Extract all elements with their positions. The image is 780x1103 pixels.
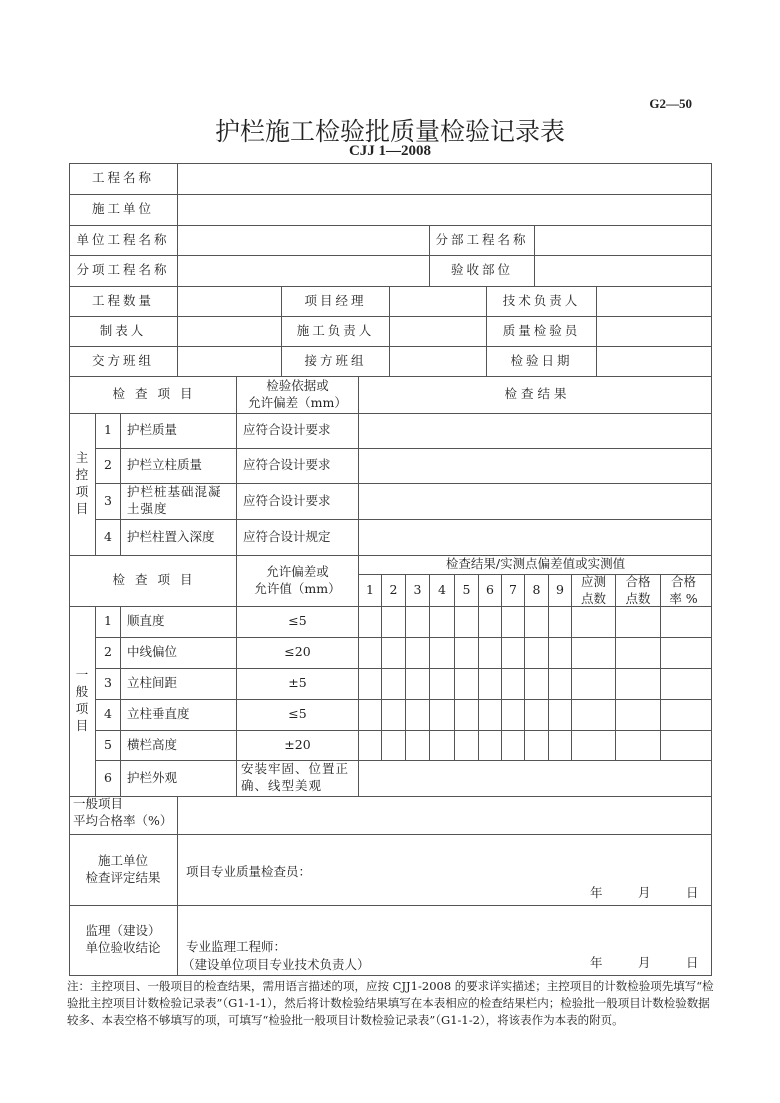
measure-cell[interactable] (406, 606, 430, 637)
row-number: 4 (96, 519, 121, 555)
measure-cell[interactable] (502, 699, 525, 730)
pass-rate-cell[interactable] (661, 606, 706, 637)
row-item: 护栏外观 (121, 760, 237, 796)
label-project-name: 工程名称 (69, 163, 178, 194)
row-tolerance: ±20 (237, 730, 359, 760)
should-count-cell[interactable] (572, 699, 616, 730)
measure-cell[interactable] (502, 730, 525, 760)
month-label: 月 (638, 885, 651, 901)
measure-cell[interactable] (382, 699, 406, 730)
year-label: 年 (590, 955, 603, 971)
row-tabulator (69, 316, 712, 347)
table-row (96, 699, 712, 731)
pass-rate-cell[interactable] (661, 699, 706, 730)
row-basis: 应符合设计要求 (237, 413, 359, 448)
row-item: 护栏质量 (121, 413, 237, 448)
pass-count-cell[interactable] (616, 699, 661, 730)
group-char: 项 (75, 484, 89, 499)
measure-cell[interactable] (502, 668, 525, 699)
month-label: 月 (638, 955, 651, 971)
measure-cell[interactable] (502, 606, 525, 637)
measure-cell[interactable] (479, 637, 502, 668)
point-header-3: 3 (406, 575, 430, 606)
header-text: 点数 (580, 590, 606, 606)
should-measure-header (572, 575, 616, 606)
label-construction-lead: 施工负责人 (282, 316, 390, 346)
table-row (96, 606, 712, 638)
row-item: 护栏柱置入深度 (121, 519, 237, 555)
result-cell[interactable] (359, 413, 712, 448)
measure-cell[interactable] (382, 730, 406, 760)
general-header (69, 555, 712, 607)
measure-cell[interactable] (479, 606, 502, 637)
input-quality-inspector[interactable] (597, 316, 712, 346)
measure-cell[interactable] (549, 606, 572, 637)
label-quality-inspector: 质量检验员 (487, 316, 597, 346)
measure-cell[interactable] (525, 606, 549, 637)
measure-cell[interactable] (549, 730, 572, 760)
header-basis-line2: 允许偏差（mm） (248, 394, 347, 410)
row-number: 3 (96, 668, 121, 699)
measure-cell[interactable] (430, 668, 455, 699)
point-header-5: 5 (455, 575, 479, 606)
standard-code: CJJ 1—2008 (348, 143, 432, 159)
measure-cell[interactable] (359, 668, 382, 699)
measure-cell[interactable] (382, 668, 406, 699)
input-inspection-date[interactable] (597, 346, 712, 376)
supervisor-line1: 监理（建设） (85, 923, 161, 939)
year-label: 年 (590, 885, 603, 901)
row-basis: 应符合设计规定 (237, 519, 359, 555)
row-project-name (69, 163, 712, 195)
result-cell[interactable] (359, 448, 712, 483)
measure-cell[interactable] (406, 699, 430, 730)
group-char: 般 (75, 684, 89, 700)
row-number: 4 (96, 699, 121, 730)
measure-cell[interactable] (455, 699, 479, 730)
input-acceptance-part[interactable] (535, 255, 712, 286)
measure-cell[interactable] (479, 668, 502, 699)
contractor-signature-area[interactable] (178, 834, 712, 905)
measure-cell[interactable] (549, 668, 572, 699)
header-tolerance (237, 555, 359, 606)
supervisor-line2: 单位验收结论 (85, 940, 161, 955)
measure-cell[interactable] (406, 637, 430, 668)
measure-cell[interactable] (549, 699, 572, 730)
main-control-header (69, 376, 712, 414)
general-rows (96, 606, 712, 796)
measure-cell[interactable] (406, 730, 430, 760)
pass-count-cell[interactable] (616, 730, 661, 760)
main-control-section (69, 413, 712, 556)
point-header-1: 1 (359, 575, 382, 606)
header-basis-line1: 检验依据或 (266, 377, 329, 393)
table-row (96, 519, 712, 555)
point-header-7: 7 (502, 575, 525, 606)
table-row (96, 730, 712, 761)
label-inspection-date: 检验日期 (487, 346, 597, 376)
group-char: 控 (75, 467, 89, 483)
label-tabulator: 制表人 (69, 316, 178, 346)
row-number: 6 (96, 760, 121, 796)
row-basis: 应符合设计要求 (237, 448, 359, 483)
header-tolerance-line1: 允许偏差或 (266, 563, 329, 579)
row-unit-project (69, 225, 712, 256)
header-text: 应测 (580, 573, 606, 589)
measure-cell[interactable] (455, 668, 479, 699)
main-control-group-label (69, 413, 96, 555)
table-row (96, 760, 712, 796)
contractor-signature-label: 项目专业质量检查员： (186, 864, 312, 879)
result-cell[interactable] (359, 483, 712, 519)
input-subitem-project-name[interactable] (178, 255, 430, 286)
row-item: 护栏桩基础混凝土强度 (121, 483, 237, 519)
header-measured-results: 检查结果/实测点偏差值或实测值 (359, 555, 712, 575)
label-technical-lead: 技术负责人 (487, 286, 597, 316)
row-number: 1 (96, 606, 121, 637)
general-section (69, 606, 712, 797)
row-item: 横栏高度 (121, 730, 237, 760)
measure-cell[interactable] (455, 637, 479, 668)
group-char: 主 (75, 450, 89, 466)
row-construction-unit (69, 194, 712, 226)
measure-cell[interactable] (359, 699, 382, 730)
label-construction-unit: 施工单位 (69, 194, 178, 225)
row-item: 中线偏位 (121, 637, 237, 668)
supervisor-signature-area[interactable] (178, 905, 712, 975)
row-item: 顺直度 (121, 606, 237, 637)
input-division-project-name[interactable] (535, 225, 712, 255)
input-project-manager[interactable] (390, 286, 487, 316)
input-construction-unit[interactable] (178, 194, 712, 225)
input-receiving-team[interactable] (390, 346, 487, 376)
measure-cell[interactable] (406, 668, 430, 699)
table-row (96, 483, 712, 520)
point-header-8: 8 (525, 575, 549, 606)
row-tolerance: ≤5 (237, 699, 359, 730)
row-number: 1 (96, 413, 121, 448)
row-tolerance: 安装牢固、位置正确、线型美观 (237, 760, 359, 796)
measure-cell[interactable] (359, 730, 382, 760)
header-check-item: 检 查 项 目 (69, 555, 237, 606)
row-tolerance: ≤20 (237, 637, 359, 668)
input-handover-team[interactable] (178, 346, 282, 376)
avg-rate-line2: 平均合格率（%） (73, 812, 173, 828)
appearance-result-cell[interactable] (359, 760, 712, 796)
group-char: 目 (75, 500, 89, 516)
point-header-6: 6 (479, 575, 502, 606)
pass-rate-header (661, 575, 706, 606)
should-count-cell[interactable] (572, 730, 616, 760)
measure-cell[interactable] (479, 730, 502, 760)
measure-cell[interactable] (455, 730, 479, 760)
contractor-line1: 施工单位 (97, 852, 148, 868)
group-char: 一 (75, 667, 89, 683)
label-division-project-name: 分部工程名称 (430, 225, 535, 255)
supervisor-signature-sublabel: （建设单位项目专业技术负责人） (182, 957, 370, 972)
measure-cell[interactable] (525, 668, 549, 699)
header-basis (237, 376, 359, 413)
group-char: 目 (75, 717, 89, 733)
measure-cell[interactable] (430, 637, 455, 668)
measure-cell[interactable] (525, 699, 549, 730)
measure-cell[interactable] (382, 606, 406, 637)
row-tolerance: ≤5 (237, 606, 359, 637)
table-row (96, 668, 712, 700)
header-text: 率 % (669, 590, 698, 606)
should-count-cell[interactable] (572, 637, 616, 668)
header-text: 合格 (670, 573, 696, 589)
input-unit-project-name[interactable] (178, 225, 430, 255)
row-teams (69, 346, 712, 377)
header-tolerance-line2: 允许值（mm） (254, 580, 341, 596)
label-receiving-team: 接方班组 (282, 346, 390, 376)
header-text: 点数 (625, 590, 651, 606)
header-text: 合格 (625, 573, 651, 589)
point-header-4: 4 (430, 575, 455, 606)
label-unit-project-name: 单位工程名称 (69, 225, 178, 255)
point-header-9: 9 (549, 575, 572, 606)
row-supervisor-conclusion (69, 905, 712, 975)
avg-rate-line1: 一般项目 (73, 796, 124, 811)
measure-cell[interactable] (359, 606, 382, 637)
label-avg-pass-rate (69, 796, 178, 834)
row-item: 立柱垂直度 (121, 699, 237, 730)
points-header (359, 575, 712, 606)
measure-cell[interactable] (525, 637, 549, 668)
measure-cell[interactable] (502, 637, 525, 668)
measure-cell[interactable] (359, 637, 382, 668)
table-row (96, 413, 712, 449)
input-technical-lead[interactable] (597, 286, 712, 316)
header-check-result: 检 查 结 果 (504, 386, 567, 402)
input-project-name[interactable] (178, 163, 712, 194)
row-number: 2 (96, 448, 121, 483)
pass-count-cell[interactable] (616, 637, 661, 668)
pass-rate-cell[interactable] (661, 730, 706, 760)
pass-rate-cell[interactable] (661, 668, 706, 699)
measure-cell[interactable] (455, 606, 479, 637)
should-count-cell[interactable] (572, 668, 616, 699)
label-supervisor-conclusion (69, 905, 178, 975)
input-construction-lead[interactable] (390, 316, 487, 346)
label-contractor-result (69, 834, 178, 905)
measure-cell[interactable] (430, 699, 455, 730)
measure-cell[interactable] (549, 637, 572, 668)
table-row (96, 448, 712, 484)
row-item: 护栏立柱质量 (121, 448, 237, 483)
row-number: 5 (96, 730, 121, 760)
pass-count-header (616, 575, 661, 606)
pass-count-cell[interactable] (616, 606, 661, 637)
row-subitem-project (69, 255, 712, 287)
should-count-cell[interactable] (572, 606, 616, 637)
result-cell[interactable] (359, 519, 712, 555)
row-number: 3 (96, 483, 121, 519)
group-char: 项 (75, 701, 89, 716)
pass-count-cell[interactable] (616, 668, 661, 699)
row-quantity (69, 286, 712, 317)
general-group-label (69, 606, 96, 796)
measure-cell[interactable] (479, 699, 502, 730)
measure-cell[interactable] (430, 730, 455, 760)
form-code: G2—50 (649, 96, 692, 111)
input-quantity[interactable] (178, 286, 282, 316)
footnote: 注：主控项目、一般项目的检查结果，需用语言描述的项，应按 CJJ1-2008 的要求详实描述；主控项目的计数检验项先填写“检验批主控项目计数检验记录表”（G1-1-1），然后将计数检验结果填写在本表相应的检查结果栏内；检验批一般项目计数检验数据较多、本表空格不够填写的项，可填写“检验批一般项目计数检验记录表”（G1-1-2），将该表作为本表的附页。 (67, 979, 714, 1027)
row-number: 2 (96, 637, 121, 668)
row-tolerance: ±5 (237, 668, 359, 699)
day-label: 日 (686, 955, 699, 971)
label-acceptance-part: 验收部位 (430, 255, 535, 286)
label-handover-team: 交方班组 (69, 346, 178, 376)
day-label: 日 (686, 885, 699, 901)
header-check-item: 检 查 项 目 (69, 376, 237, 413)
input-tabulator[interactable] (178, 316, 282, 346)
input-avg-pass-rate[interactable] (178, 796, 712, 834)
row-item: 立柱间距 (121, 668, 237, 699)
contractor-line2: 检查评定结果 (85, 869, 161, 885)
measure-cell[interactable] (430, 606, 455, 637)
row-contractor-result (69, 834, 712, 906)
supervisor-signature-label: 专业监理工程师： (186, 939, 287, 954)
row-avg-pass-rate (69, 796, 712, 835)
measure-cell[interactable] (382, 637, 406, 668)
measure-cell[interactable] (525, 730, 549, 760)
row-basis: 应符合设计要求 (237, 483, 359, 519)
label-subitem-project-name: 分项工程名称 (69, 255, 178, 286)
pass-rate-cell[interactable] (661, 637, 706, 668)
page-title: 护栏施工检验批质量检验记录表 (214, 117, 565, 146)
label-project-manager: 项目经理 (282, 286, 390, 316)
table-row (96, 637, 712, 669)
label-quantity: 工程数量 (69, 286, 178, 316)
point-header-2: 2 (382, 575, 406, 606)
